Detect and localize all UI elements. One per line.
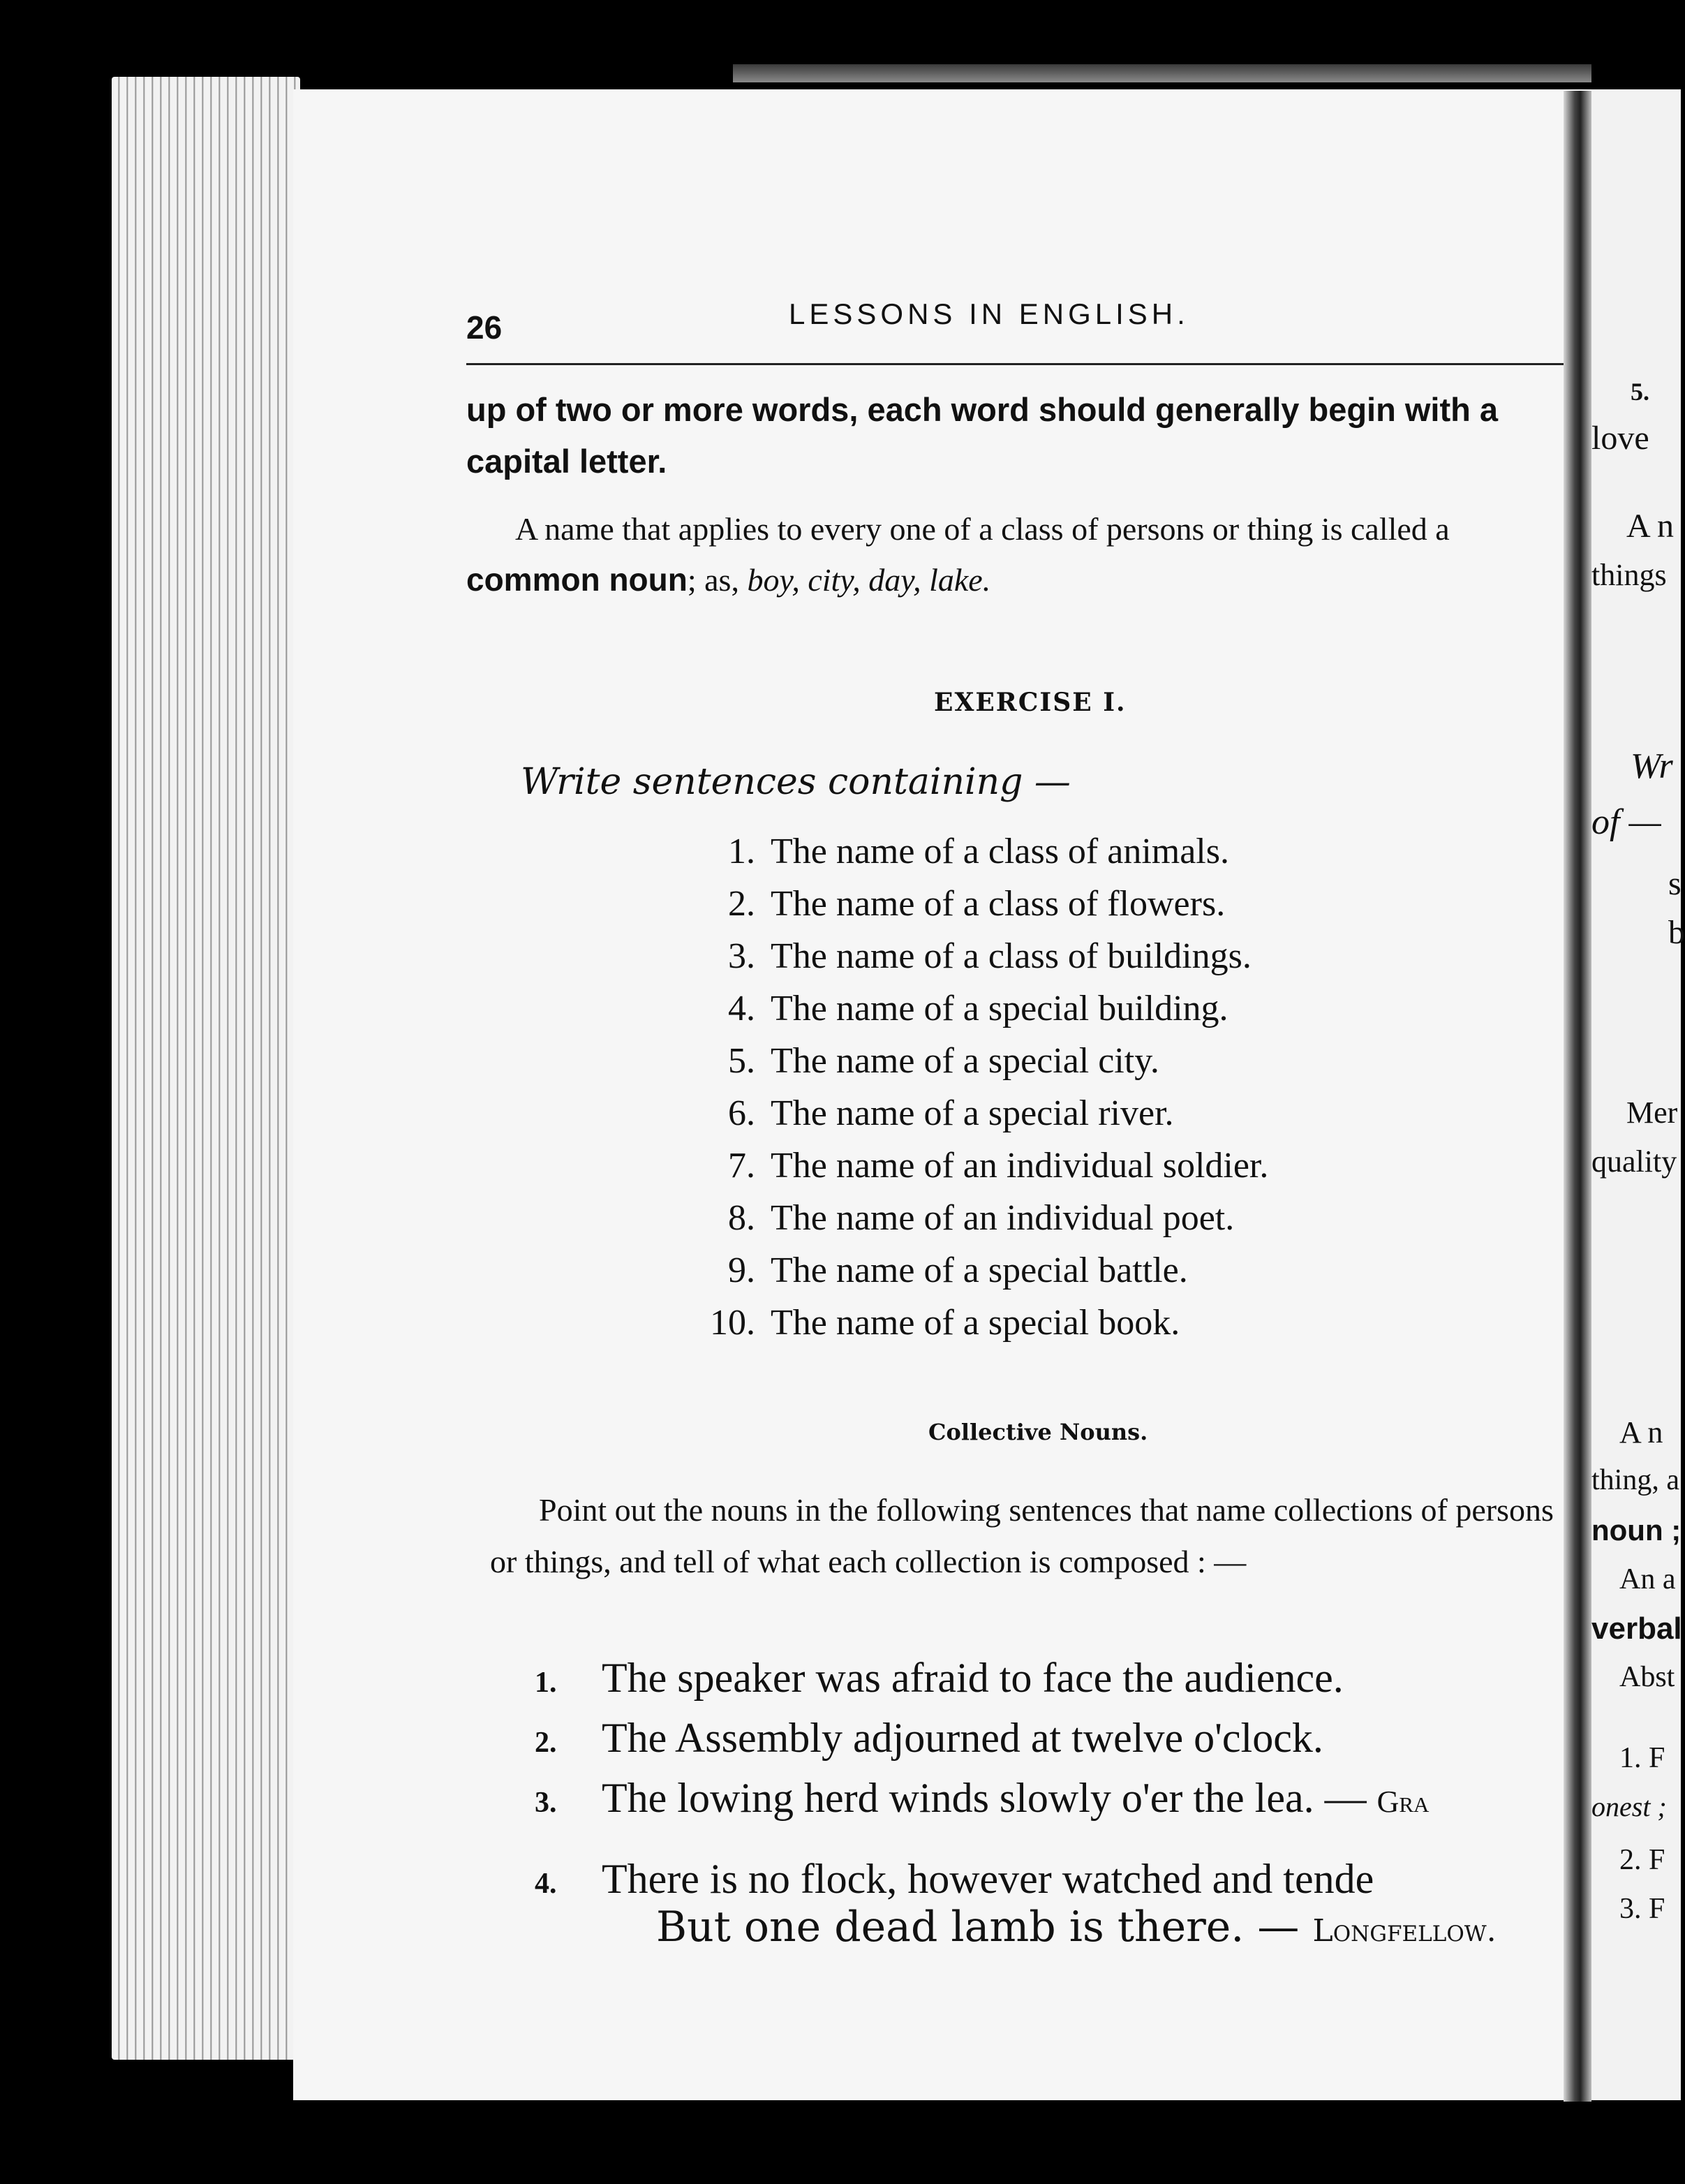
list-item: 10. The name of a special book. [710,1303,1180,1343]
common-noun-paragraph [466,504,1569,605]
book-gutter [1564,91,1591,2102]
poem-continuation: But one dead lamb is there. — Longfellow. [656,1903,1497,1951]
collective-instruction: Point out the nouns in the following sentences that name collections of persons or things, and tell of what each collection is composed : — [490,1492,1554,1579]
intro-bold-paragraph: up of two or more words, each word should generally begin with a capital letter. [466,391,1499,480]
exercise-heading: EXERCISE I. [934,688,1127,717]
collective-heading: Collective Nouns. [928,1419,1148,1445]
list-item: 8. The name of an individual poet. [728,1198,1235,1238]
list-item: 2. The Assembly adjourned at twelve o'clock. [535,1715,1323,1761]
list-item: 9. The name of a special battle. [728,1250,1188,1290]
list-item: 4. There is no flock, however watched and tende [535,1856,1374,1902]
list-item: 5. The name of a special city. [728,1041,1159,1081]
exercise-list [684,825,1268,1349]
book-spine-top [733,64,1591,82]
list-item: 6. The name of a special river. [728,1093,1174,1133]
exercise-instruction: Write sentences containing — [521,761,1071,803]
list-item: 2. The name of a class of flowers. [728,884,1226,924]
list-item: 4. The name of a special building. [728,989,1229,1028]
header-rule [466,363,1571,365]
collective-list [535,1648,1429,1909]
list-item: 7. The name of an individual soldier. [728,1146,1269,1186]
right-page: 5. love A n things Wr of — s b Mer quality A n thing, a noun ; An a verbal Abst 1. F onest ; 2. F 3. F [1591,89,1681,2100]
list-item: 3. The lowing herd winds slowly o'er the lea. — Gra [535,1775,1430,1821]
page-number: 26 [466,309,503,346]
list-item: 3. The name of a class of buildings. [728,936,1252,976]
common-noun-term: common noun [466,561,688,598]
common-noun-examples: boy, city, day, lake. [747,562,991,598]
common-noun-text-after: ; as, [687,562,739,598]
attribution: Longfellow. [1312,1913,1497,1949]
list-item: 1. The speaker was afraid to face the audience. [535,1655,1344,1701]
common-noun-text-before: A name that applies to every one of a class of persons or thing is called a [515,511,1450,547]
list-item: 1. The name of a class of animals. [728,832,1229,871]
running-title: LESSONS IN ENGLISH. [789,297,1189,330]
page-edges [112,77,300,2060]
